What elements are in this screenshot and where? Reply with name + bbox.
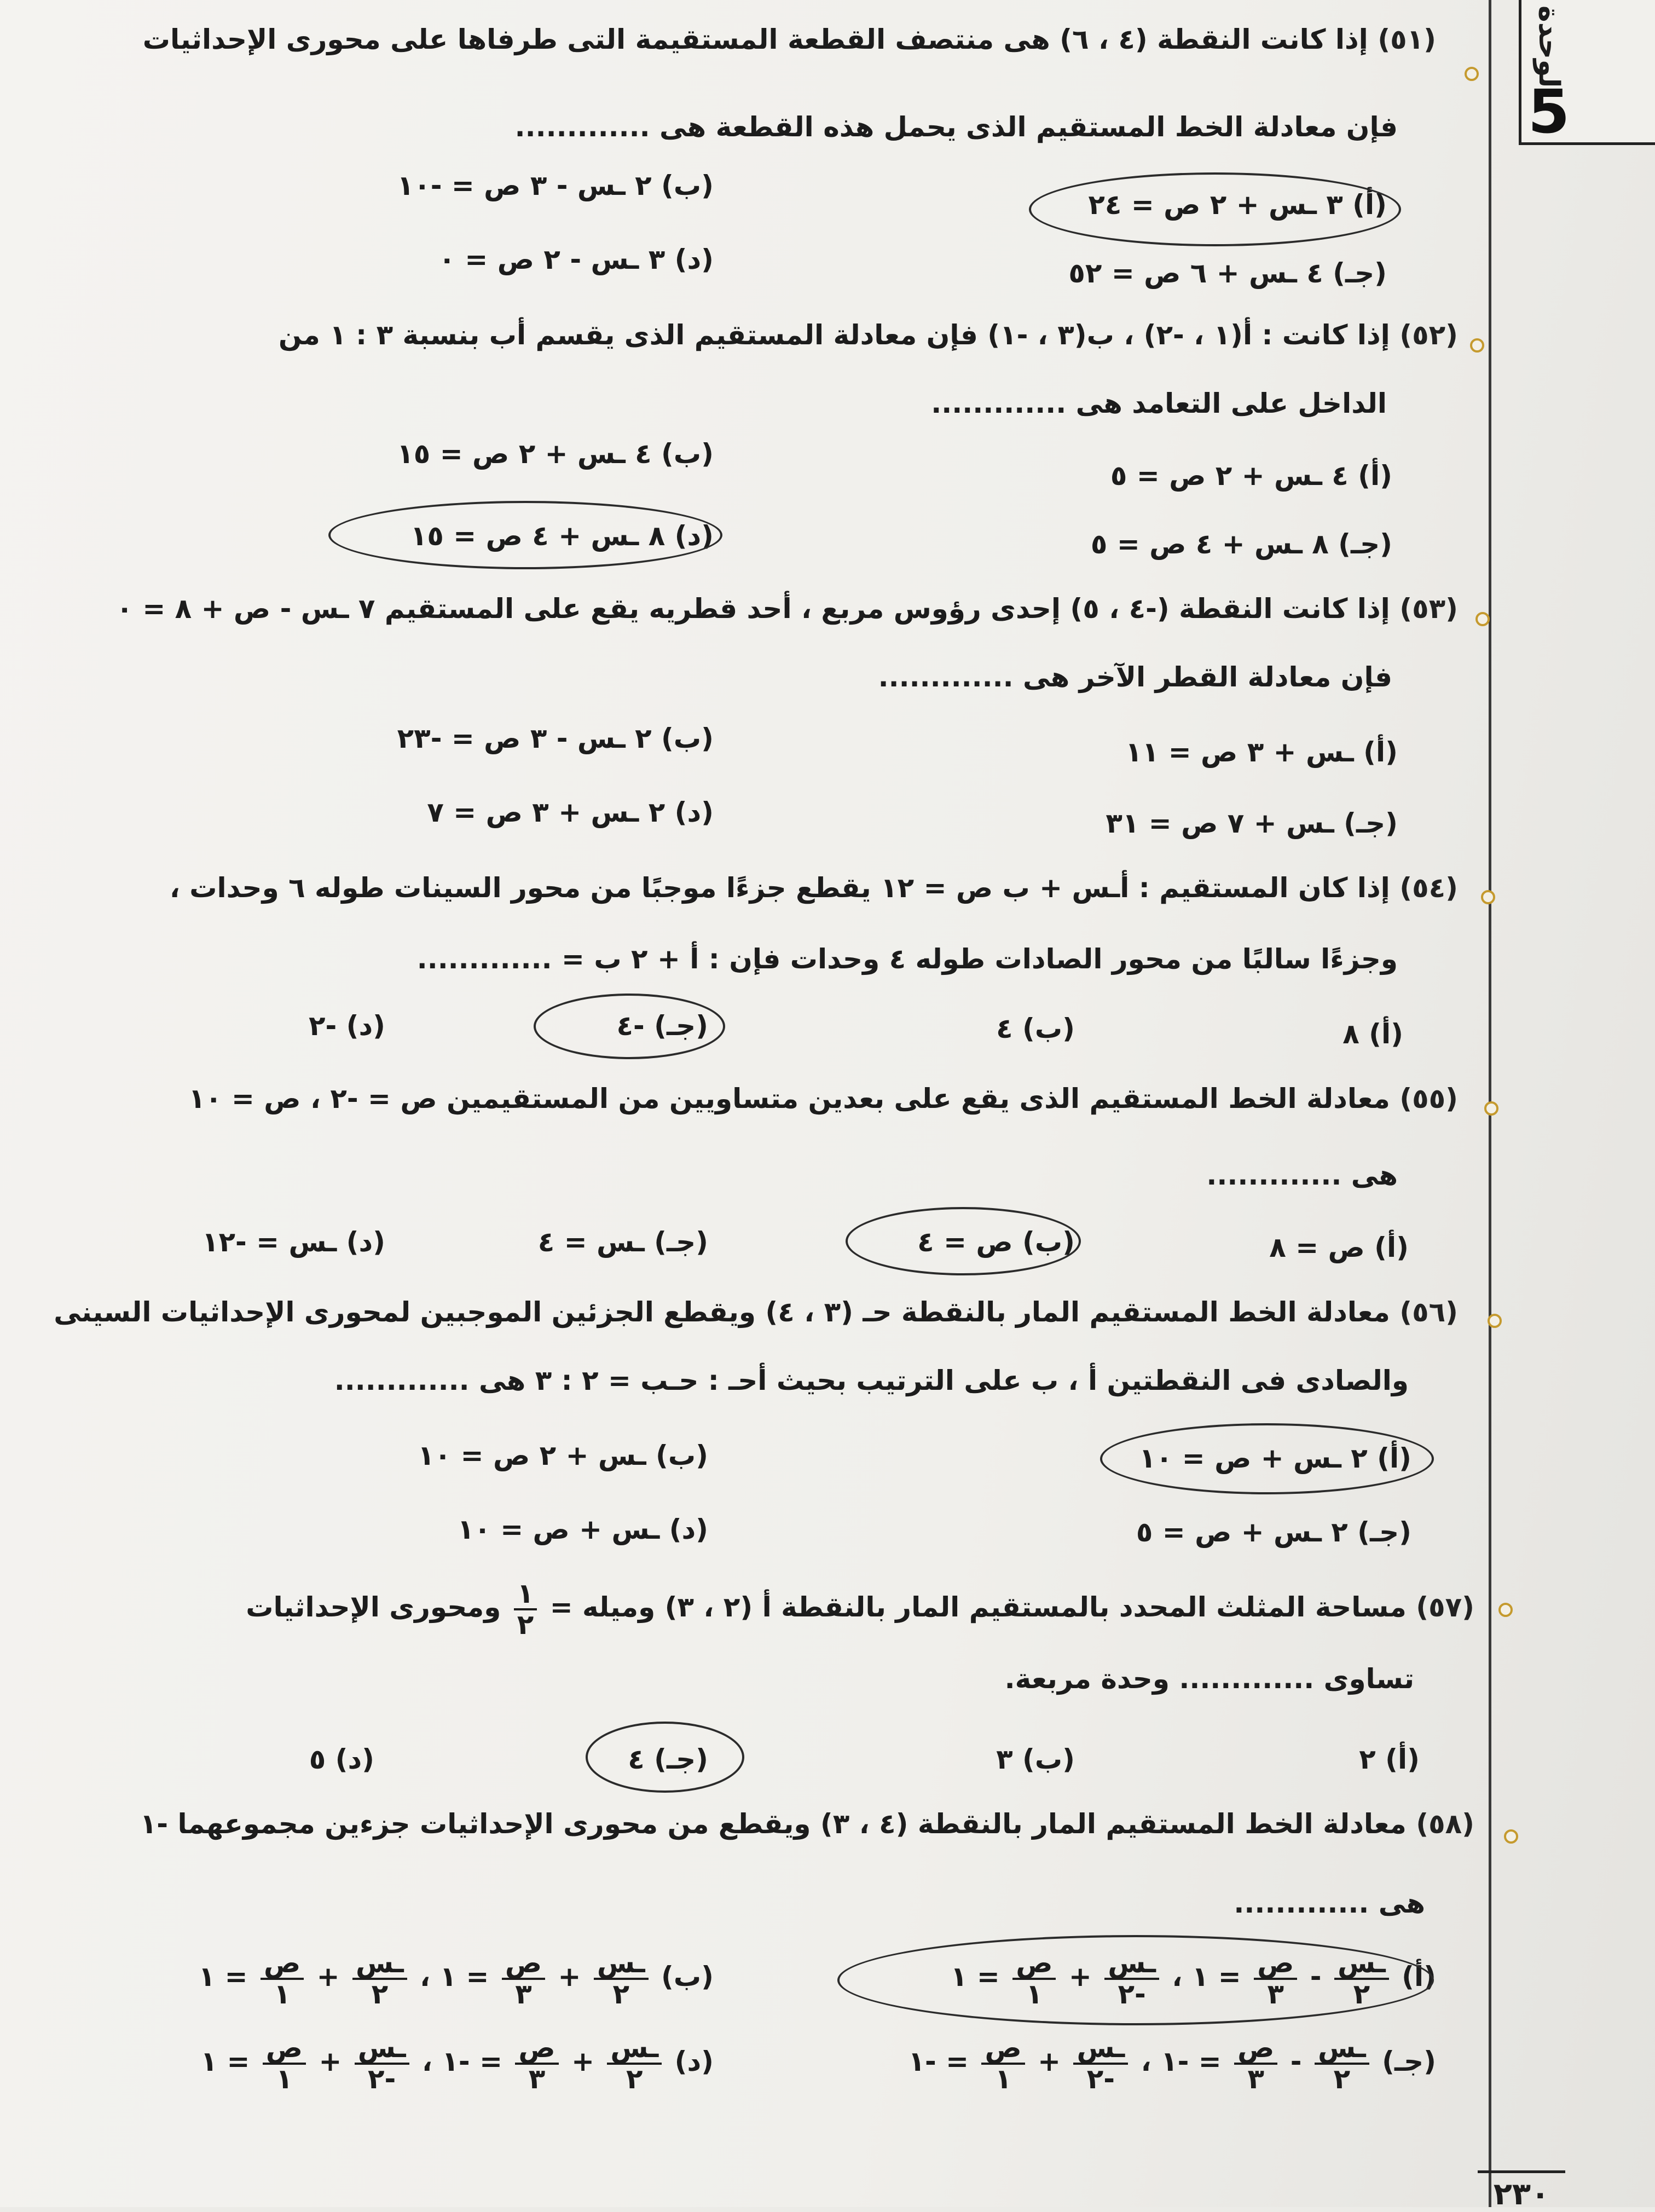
fraction bbox=[1334, 1949, 1389, 2008]
option-b: (ب) ٢ ـس - ٣ ص = -٢٣ bbox=[397, 723, 714, 754]
question-bullet bbox=[1475, 612, 1490, 626]
fraction-denominator: ٢ bbox=[612, 1978, 629, 2010]
question-57-line2: تساوى ............. وحدة مربعة. bbox=[1004, 1663, 1414, 1695]
fraction-numerator: ص bbox=[1234, 2034, 1277, 2065]
fraction-denominator: ٢ bbox=[1333, 2063, 1351, 2095]
operator: + bbox=[319, 2046, 342, 2077]
option-d bbox=[201, 2034, 714, 2093]
option-a: (أ) ٨ bbox=[1342, 1018, 1403, 1050]
question-bullet bbox=[1484, 1101, 1498, 1116]
question-number: (٥٦) bbox=[1399, 1296, 1458, 1328]
operator: + bbox=[1038, 2046, 1061, 2077]
question-52-line2: الداخل على التعامد هى ............. bbox=[931, 388, 1387, 419]
question-bullet bbox=[1498, 1603, 1513, 1617]
option-b: (ب) ـس + ٢ ص = ١٠ bbox=[418, 1440, 708, 1471]
option-a: (أ) ٤ ـس + ٢ ص = ٥ bbox=[1110, 460, 1392, 492]
question-52-line1 bbox=[279, 317, 1458, 353]
question-bullet bbox=[1488, 1314, 1502, 1328]
question-55-line1 bbox=[189, 1081, 1458, 1117]
fraction-numerator: ـس bbox=[1315, 2034, 1369, 2065]
fraction-numerator: ص bbox=[1254, 1949, 1297, 1980]
equals-text: = ١ bbox=[198, 1961, 248, 1992]
question-number: (٥٧) bbox=[1416, 1591, 1474, 1623]
operator: + bbox=[558, 1961, 581, 1992]
question-text: إذا كانت النقطة (-٤ ، ٥) إحدى رؤوس مربع ، أحد قطريه يقع على المستقيم ٧ ـس - ص + ٨ = ٠ bbox=[116, 593, 1390, 625]
fraction bbox=[355, 2034, 409, 2093]
fraction-numerator: ص bbox=[515, 2034, 558, 2065]
option-a: (أ) ص = ٨ bbox=[1269, 1232, 1409, 1263]
equals-text: = ١ ، bbox=[420, 1961, 489, 1992]
question-54-line2: وجزءًا سالبًا من محور الصادات طوله ٤ وحدات فإن : أ + ٢ ب = ............. bbox=[416, 943, 1398, 975]
unit-tab-word: الوحدة bbox=[1532, 5, 1565, 98]
option-label: (ب) bbox=[661, 1961, 714, 1992]
question-number: (٥١) bbox=[1378, 24, 1436, 55]
fraction-numerator: ـس bbox=[594, 1949, 649, 1980]
page-number: ٢٣٠ bbox=[1478, 2170, 1565, 2212]
fraction bbox=[263, 2034, 306, 2093]
fraction-numerator: ١ bbox=[514, 1579, 537, 1610]
option-b bbox=[199, 1949, 714, 2008]
fraction-numerator: ص bbox=[1012, 1949, 1056, 1980]
option-a: (أ) ٢ ـس + ص = ١٠ bbox=[1139, 1442, 1411, 1474]
fraction bbox=[594, 1949, 649, 2008]
fraction-denominator: ٣ bbox=[515, 1978, 532, 2010]
option-b: (ب) ٢ ـس - ٣ ص = -١٠ bbox=[397, 170, 714, 201]
option-a bbox=[951, 1949, 1436, 2008]
option-c bbox=[908, 2034, 1436, 2093]
question-text: معادلة الخط المستقيم المار بالنقطة (٤ ، ٣) ويقطع من محورى الإحداثيات جزءين مجموعهما -١ bbox=[140, 1808, 1407, 1840]
fraction-denominator: ٢ bbox=[371, 1978, 389, 2010]
fraction-numerator: ـس bbox=[1073, 2034, 1128, 2065]
fraction bbox=[261, 1949, 304, 2008]
question-number: (٥٣) bbox=[1399, 593, 1458, 625]
fraction-numerator: ـس bbox=[1334, 1949, 1389, 1980]
question-bullet bbox=[1470, 338, 1484, 353]
question-number: (٥٨) bbox=[1416, 1808, 1474, 1840]
option-label: (أ) bbox=[1402, 1961, 1436, 1992]
option-d: (د) ٣ ـس - ٢ ص = ٠ bbox=[438, 244, 714, 275]
option-c: (جـ) ٤ bbox=[628, 1743, 708, 1775]
fraction bbox=[502, 1949, 545, 2008]
equals-text: = -١ ، bbox=[421, 2046, 502, 2077]
question-55-line2: هى ............. bbox=[1206, 1159, 1398, 1191]
question-51-line1 bbox=[143, 22, 1436, 57]
option-c: (جـ) ٤ ـس + ٦ ص = ٥٢ bbox=[1068, 257, 1387, 289]
fraction-denominator: -٢ bbox=[1118, 1978, 1146, 2010]
question-58-line2: هى ............. bbox=[1234, 1887, 1425, 1919]
question-51-line2: فإن معادلة الخط المستقيم الذى يحمل هذه القطعة هى ............. bbox=[514, 111, 1398, 143]
fraction-denominator: ٢ bbox=[626, 2063, 643, 2095]
question-bullet bbox=[1504, 1829, 1518, 1844]
option-c: (جـ) ـس = ٤ bbox=[537, 1226, 708, 1258]
fraction bbox=[607, 2034, 662, 2093]
question-text: إذا كانت : أ(١ ، -٢) ، ب(٣ ، -١) فإن معادلة المستقيم الذى يقسم أب بنسبة ٣ : ١ من bbox=[278, 319, 1390, 351]
question-bullet bbox=[1481, 890, 1495, 904]
option-c: (جـ) ٨ ـس + ٤ ص = ٥ bbox=[1090, 528, 1392, 560]
fraction-denominator: ١ bbox=[1026, 1978, 1043, 2010]
fraction-numerator: ـس bbox=[1104, 1949, 1159, 1980]
operator: + bbox=[571, 2046, 594, 2077]
equals-text: = -١ bbox=[908, 2046, 969, 2077]
fraction-numerator: ـس bbox=[355, 2034, 409, 2065]
option-label: (جـ) bbox=[1382, 2046, 1436, 2077]
fraction bbox=[515, 2034, 558, 2093]
fraction bbox=[1254, 1949, 1297, 2008]
fraction-numerator: ـس bbox=[352, 1949, 407, 1980]
option-b: (ب) ٤ bbox=[996, 1013, 1075, 1044]
option-d: (د) ـس = -١٢ bbox=[201, 1226, 385, 1258]
option-d: (د) ٨ ـس + ٤ ص = ١٥ bbox=[410, 520, 714, 552]
operator: + bbox=[316, 1961, 340, 1992]
operator: + bbox=[1068, 1961, 1092, 1992]
fraction-denominator: -٢ bbox=[368, 2063, 396, 2095]
unit-tab-number: 5 bbox=[1527, 77, 1570, 147]
question-text: إذا كانت النقطة (٤ ، ٦) هى منتصف القطعة المستقيمة التى طرفاها على محورى الإحداثيات bbox=[142, 24, 1368, 55]
fraction-denominator: ٣ bbox=[1267, 1978, 1284, 2010]
fraction bbox=[981, 2034, 1025, 2093]
fraction bbox=[1012, 1949, 1056, 2008]
option-b: (ب) ٣ bbox=[996, 1743, 1075, 1775]
fraction bbox=[352, 1949, 407, 2008]
fraction-denominator: ١ bbox=[994, 2063, 1012, 2095]
option-a: (أ) ٣ ـس + ٢ ص = ٢٤ bbox=[1088, 189, 1387, 221]
fraction-denominator: -٢ bbox=[1086, 2063, 1115, 2095]
fraction bbox=[514, 1579, 537, 1639]
option-c: (جـ) ـس + ٧ ص = ٣١ bbox=[1106, 807, 1398, 839]
option-d: (د) -٢ bbox=[308, 1010, 385, 1042]
operator: - bbox=[1310, 1961, 1322, 1992]
fraction-numerator: ـس bbox=[607, 2034, 662, 2065]
fraction-denominator: ١ bbox=[276, 2063, 293, 2095]
option-c: (جـ) -٤ bbox=[616, 1010, 708, 1042]
fraction-denominator: ٣ bbox=[1247, 2063, 1264, 2095]
fraction-numerator: ص bbox=[261, 1949, 304, 1980]
question-56-line2: والصادى فى النقطتين أ ، ب على الترتيب بحيث أحـ : حـب = ٢ : ٣ هى ............. bbox=[334, 1365, 1409, 1396]
option-b: (ب) ص = ٤ bbox=[917, 1226, 1075, 1258]
question-number: (٥٢) bbox=[1399, 319, 1458, 351]
option-label: (د) bbox=[674, 2046, 714, 2077]
question-58-line1 bbox=[140, 1806, 1474, 1842]
fraction-numerator: ص bbox=[263, 2034, 306, 2065]
question-57-line1 bbox=[246, 1579, 1474, 1639]
equals-text: = ١ bbox=[200, 2046, 250, 2077]
fraction bbox=[1315, 2034, 1369, 2093]
option-b: (ب) ٤ ـس + ٢ ص = ١٥ bbox=[397, 438, 714, 470]
equals-text: = ١ bbox=[950, 1961, 1000, 1992]
question-text: معادلة الخط المستقيم المار بالنقطة حـ (٣ ، ٤) ويقطع الجزئين الموجبين لمحورى الإحداثيات السينى bbox=[54, 1296, 1390, 1328]
fraction bbox=[1104, 1949, 1159, 2008]
question-text: معادلة الخط المستقيم الذى يقع على بعدين متساويين من المستقيمين ص = -٢ ، ص = ١٠ bbox=[188, 1083, 1390, 1114]
option-a: (أ) ٢ bbox=[1359, 1743, 1420, 1775]
question-text-cont: ومحورى الإحداثيات bbox=[246, 1591, 501, 1623]
question-53-line1 bbox=[116, 591, 1458, 627]
question-number: (٥٥) bbox=[1399, 1083, 1458, 1114]
fraction-numerator: ص bbox=[502, 1949, 545, 1980]
fraction-denominator: ١ bbox=[274, 1978, 291, 2010]
option-c: (جـ) ٢ ـس + ص = ٥ bbox=[1136, 1516, 1411, 1548]
fraction-denominator: ٢ bbox=[517, 1608, 534, 1641]
question-54-line1 bbox=[170, 870, 1458, 906]
equals-text: = -١ ، bbox=[1141, 2046, 1222, 2077]
option-d: (د) ـس + ص = ١٠ bbox=[457, 1514, 708, 1545]
option-d: (د) ٥ bbox=[309, 1743, 374, 1775]
fraction-denominator: ٣ bbox=[528, 2063, 546, 2095]
question-number: (٥٤) bbox=[1399, 872, 1458, 904]
operator: - bbox=[1290, 2046, 1302, 2077]
equals-text: = ١ ، bbox=[1172, 1961, 1241, 1992]
option-d: (د) ٢ ـس + ٣ ص = ٧ bbox=[427, 796, 714, 828]
fraction bbox=[1073, 2034, 1128, 2093]
fraction bbox=[1234, 2034, 1277, 2093]
fraction-numerator: ص bbox=[981, 2034, 1025, 2065]
fraction-denominator: ٢ bbox=[1353, 1978, 1370, 2010]
option-a: (أ) ـس + ٣ ص = ١١ bbox=[1125, 736, 1398, 768]
question-text: إذا كان المستقيم : أـس + ب ص = ١٢ يقطع جزءًا موجبًا من محور السينات طوله ٦ وحدات ، bbox=[169, 872, 1390, 904]
question-bullet bbox=[1465, 67, 1479, 81]
question-53-line2: فإن معادلة القطر الآخر هى ............. bbox=[878, 661, 1392, 693]
question-56-line1 bbox=[54, 1295, 1458, 1330]
question-text: مساحة المثلث المحدد بالمستقيم المار بالنقطة أ (٢ ، ٣) وميله = bbox=[549, 1591, 1407, 1623]
